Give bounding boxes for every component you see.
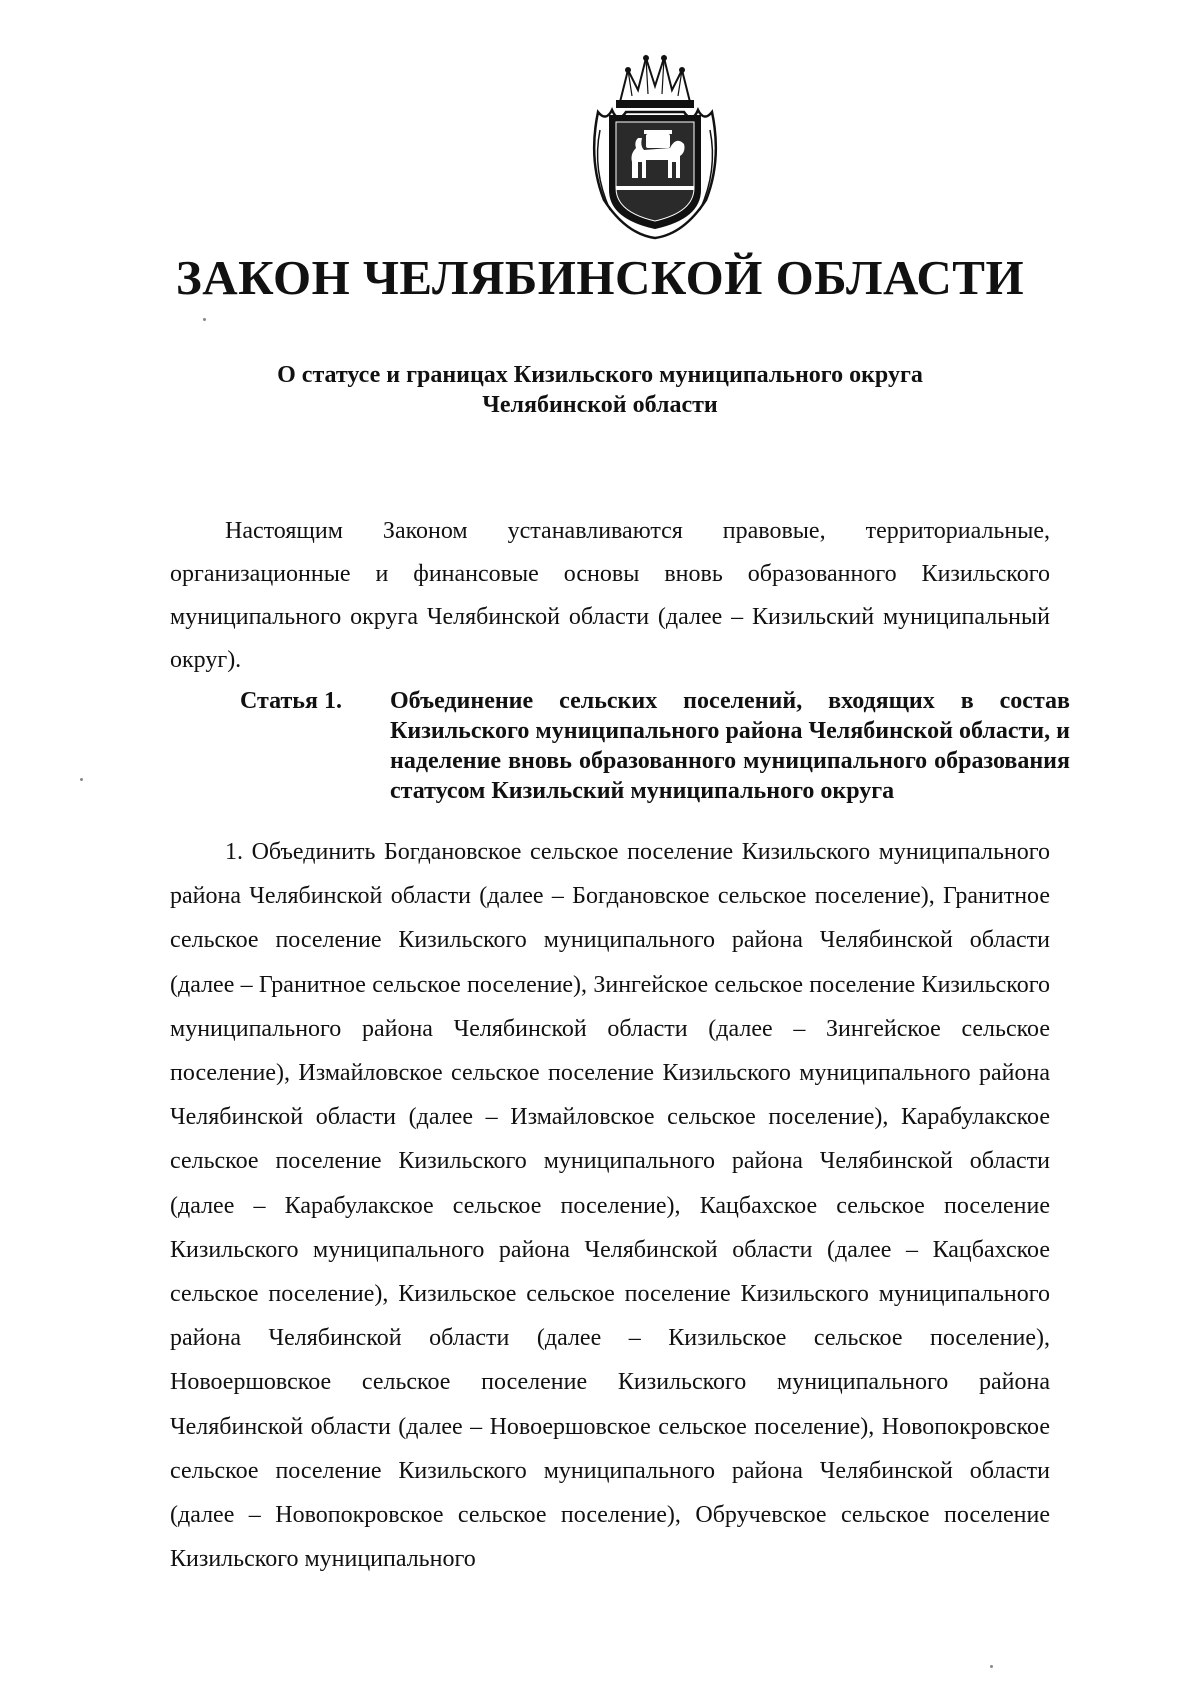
subtitle-line-2: Челябинской области — [482, 392, 718, 418]
subtitle-line-1: О статусе и границах Кизильского муниципального округа — [277, 362, 923, 388]
law-subtitle — [200, 360, 1000, 420]
scan-speck — [990, 1665, 993, 1668]
article-title: Объединение сельских поселений, входящих в состав Кизильского муниципального района Челябинской области, и наделение вновь образованного муниципального образования статусом Кизильский муниципального округа — [390, 688, 1070, 804]
scan-speck — [203, 318, 206, 321]
preamble-paragraph: Настоящим Законом устанавливаются правовые, территориальные, организационные и финансовые основы вновь образованного Кизильского муниципального округа Челябинской области (далее – Кизильский муниципальный округ). — [170, 518, 1050, 673]
article-number: Статья 1. — [240, 688, 342, 714]
coat-of-arms-icon — [580, 50, 730, 240]
law-title: ЗАКОН ЧЕЛЯБИНСКОЙ ОБЛАСТИ — [175, 250, 1025, 305]
article-1-heading — [240, 686, 1070, 806]
article-1-paragraph-1: 1. Объединить Богдановское сельское поселение Кизильского муниципального района Челябинской области (далее – Богдановское сельское поселение), Гранитное сельское поселение Кизильского муниципального района Челябинской области (далее – Гранитное сельское поселение), Зингейское сельское поселение Кизильского муниципального района Челябинской области (далее – Зингейское сельское поселение), Измайловское сельское поселение Кизильского муниципального района Челябинской области (далее – Измайловское сельское поселение), Карабулакское сельское поселение Кизильского муниципального района Челябинской области (далее – Карабулакское сельское поселение), Кацбахское сельское поселение Кизильского муниципального района Челябинской области (далее – Кацбахское сельское поселение), Кизильское сельское поселение Кизильского муниципального района Челябинской области (далее – Кизильское сельское поселение), Новоершовское сельское поселение Кизильского муниципального района Челябинской области (далее – Новоершовское сельское поселение), Новопокровское сельское поселение Кизильского муниципального района Челябинской области (далее – Новопокровское сельское поселение), Обручевское сельское поселение Кизильского муниципального — [170, 839, 1050, 1573]
scan-speck — [80, 778, 83, 781]
